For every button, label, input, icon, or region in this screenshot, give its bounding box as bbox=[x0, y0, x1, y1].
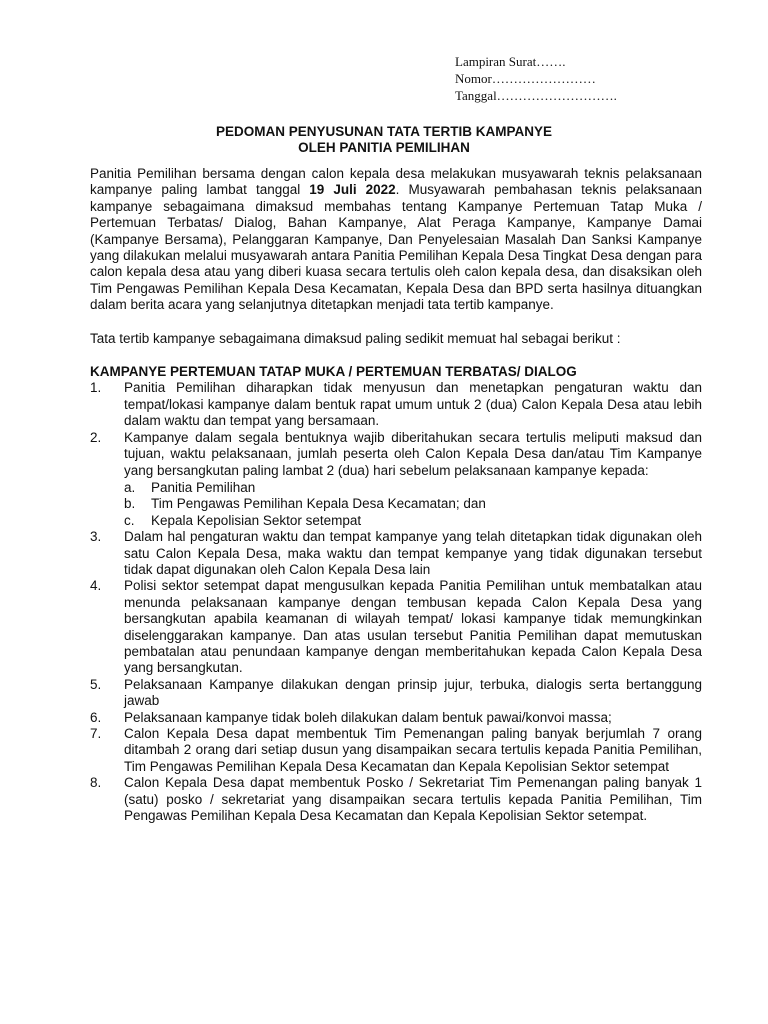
rules-list bbox=[90, 380, 702, 824]
sub-list bbox=[124, 480, 702, 529]
item-text: Pelaksanaan Kampanye dilakukan dengan prinsip jujur, terbuka, dialogis serta bertanggung jawab bbox=[124, 676, 702, 709]
list-item bbox=[90, 775, 702, 824]
item-number: 4. bbox=[90, 578, 102, 594]
sub-item bbox=[124, 513, 702, 529]
sub-item-text: Tim Pengawas Pemilihan Kepala Desa Kecamatan; dan bbox=[151, 496, 486, 512]
list-item bbox=[90, 380, 702, 429]
document-title bbox=[0, 124, 768, 156]
sub-item-letter: b. bbox=[124, 496, 136, 512]
intro-paragraph bbox=[90, 166, 702, 314]
sub-item-text: Panitia Pemilihan bbox=[151, 479, 256, 495]
intro-date: 19 Juli 2022 bbox=[309, 182, 396, 198]
item-text: Calon Kepala Desa dapat membentuk Tim Pemenangan paling banyak berjumlah 7 orang ditambah 2 orang dari setiap dusun yang disampaikan secara tertulis kepada Panitia Pemilihan, Tim Pengawas Pemilihan Kepala Desa Kecamatan dan Kepala Kepolisian Sektor setempat bbox=[124, 726, 702, 774]
item-number: 7. bbox=[90, 726, 102, 741]
item-number: 1. bbox=[90, 380, 102, 396]
list-item bbox=[90, 726, 702, 775]
item-text: Kampanye dalam segala bentuknya wajib diberitahukan secara tertulis meliputi maksud dan tujuan, waktu pelaksanaan, jumlah peserta oleh Calon Kepala Desa dan/atau Tim Kampanye yang bersangkutan paling lambat 2 (dua) hari sebelum pelaksanaan kampanye kepada: bbox=[124, 429, 702, 478]
sub-item bbox=[124, 496, 702, 512]
document-body bbox=[90, 166, 702, 824]
item-text: Pelaksanaan kampanye tidak boleh dilakukan dalam bentuk pawai/konvoi massa; bbox=[124, 709, 612, 725]
item-number: 8. bbox=[90, 775, 102, 791]
attachment-nomor: Nomor…………………… bbox=[455, 71, 596, 86]
intro-text-before: Panitia Pemilihan bersama dengan calon kepala desa melakukan musyawarah teknis pelaksanaan kampanye paling lambat tanggal bbox=[90, 166, 702, 198]
section-heading: KAMPANYE PERTEMUAN TATAP MUKA / PERTEMUAN TERBATAS/ DIALOG bbox=[90, 364, 577, 380]
intro-text-after: . Musyawarah pembahasan teknis pelaksanaan kampanye sebagaimana dimaksud membahas tentang Kampanye Pertemuan Tatap Muka / Pertemuan Terbatas/ Dialog, Bahan Kampanye, Alat Peraga Kampanye, Kampanye Damai (Kampanye Bersama), Pelanggaran Kampanye, Dan Penyelesaian Masalah Dan Sanksi Kampanye yang dilakukan melalui musyawarah antara Panitia Pemilihan Kepala Desa Tingkat Desa dengan para calon kepala desa atau yang diberi kuasa secara tertulis oleh calon kepala desa, dan disaksikan oleh Tim Pengawas Pemilihan Kepala Desa Kecamatan, Kepala Desa dan BPD serta hasilnya dituangkan dalam berita acara yang selanjutnya ditetapkan menjadi tata tertib kampanye. bbox=[90, 182, 702, 313]
sub-item-letter: a. bbox=[124, 479, 136, 495]
attachment-lampiran: Lampiran Surat……. bbox=[455, 54, 566, 69]
list-item bbox=[90, 710, 702, 726]
list-item bbox=[90, 578, 702, 676]
item-text: Calon Kepala Desa dapat membentuk Posko / Sekretariat Tim Pemenangan paling banyak 1 (satu) posko / sekretariat yang disampaikan secara tertulis kepada Panitia Pemilihan, Tim Pengawas Pemilihan Kepala Desa Kecamatan dan Kepala Kepolisian Sektor setempat. bbox=[124, 775, 702, 824]
list-item bbox=[90, 430, 702, 529]
sub-item bbox=[124, 480, 702, 496]
lead-paragraph: Tata tertib kampanye sebagaimana dimaksud paling sedikit memuat hal sebagai berikut : bbox=[90, 330, 621, 346]
attachment-block bbox=[455, 53, 617, 104]
attachment-tanggal: Tanggal………………………. bbox=[455, 88, 617, 103]
title-line-1: PEDOMAN PENYUSUNAN TATA TERTIB KAMPANYE bbox=[215, 124, 552, 139]
item-text: Panitia Pemilihan diharapkan tidak menyusun dan menetapkan pengaturan waktu dan tempat/lokasi kampanye dalam bentuk rapat umum untuk 2 (dua) Calon Kepala Desa atau lebih dalam waktu dan tempat yang bersamaan. bbox=[124, 380, 702, 429]
item-number: 3. bbox=[90, 529, 102, 545]
list-item bbox=[90, 529, 702, 578]
item-number: 2. bbox=[90, 429, 102, 445]
item-number: 6. bbox=[90, 709, 102, 725]
item-text: Polisi sektor setempat dapat mengusulkan kepada Panitia Pemilihan untuk membatalkan atau menunda pelaksanaan kampanye dengan tembusan kepada Calon Kepala Desa yang bersangkutan apabila keamanan di wilayah tempat/ lokasi kampanye tidak memungkinkan diselenggarakan kampanye. Dan atas usulan tersebut Panitia Pemilihan dapat memutuskan pembatalan atau penundaan kampanye dengan memberitahukan kepada Calon Kepala Desa yang bersangkutan. bbox=[124, 578, 702, 676]
item-number: 5. bbox=[90, 676, 102, 692]
list-item bbox=[90, 677, 702, 710]
item-text: Dalam hal pengaturan waktu dan tempat kampanye yang telah ditetapkan tidak digunakan oleh satu Calon Kepala Desa, maka waktu dan tempat kempanye yang tidak digunakan tersebut tidak dapat digunakan oleh Calon Kepala Desa lain bbox=[124, 529, 702, 577]
sub-item-text: Kepala Kepolisian Sektor setempat bbox=[151, 512, 362, 528]
title-line-2: OLEH PANITIA PEMILIHAN bbox=[298, 140, 470, 155]
sub-item-letter: c. bbox=[124, 512, 135, 528]
